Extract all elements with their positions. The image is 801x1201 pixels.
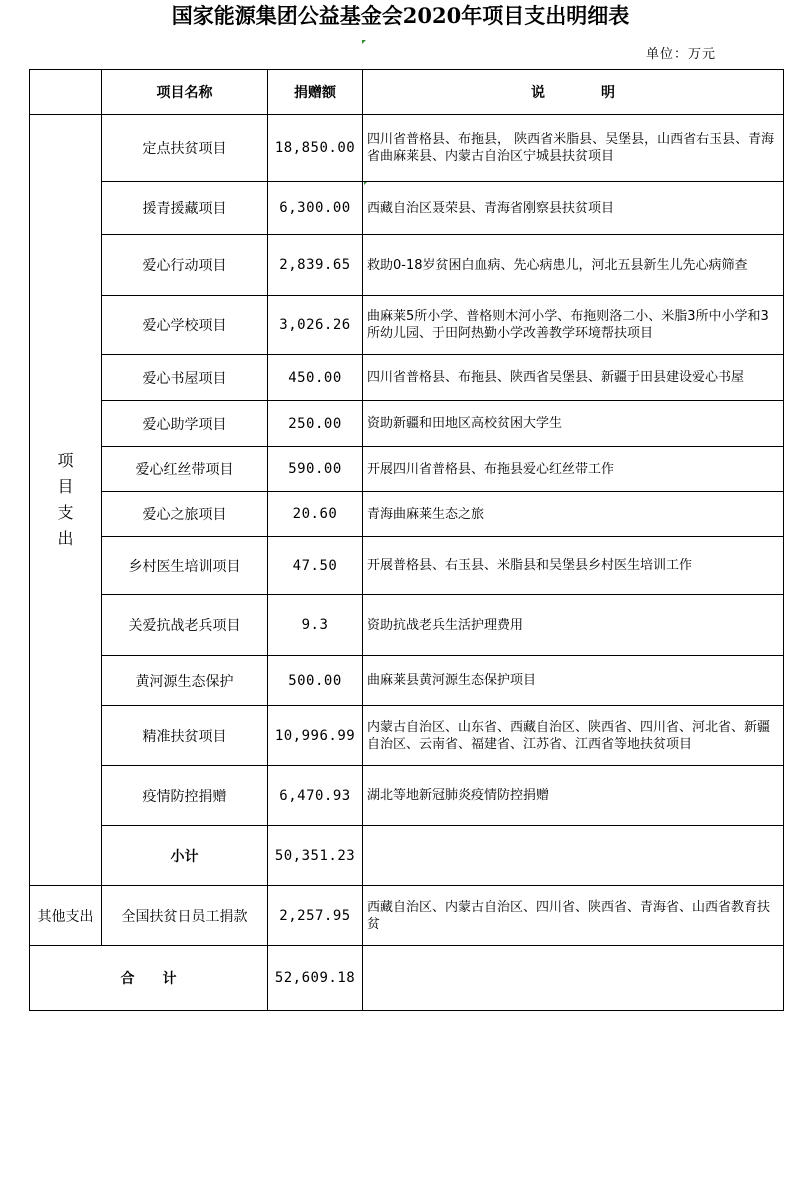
project-amount: 9.3	[268, 595, 363, 656]
project-name: 爱心书屋项目	[102, 355, 268, 401]
project-description: 救助0-18岁贫困白血病、先心病患儿，河北五县新生儿先心病筛查	[363, 235, 784, 296]
table-row	[30, 447, 784, 492]
project-name: 疫情防控捐赠	[102, 766, 268, 826]
project-amount: 450.00	[268, 355, 363, 401]
project-description: 资助抗战老兵生活护理费用	[363, 595, 784, 656]
project-name: 援青援藏项目	[102, 182, 268, 235]
other-project-name: 全国扶贫日员工捐款	[102, 886, 268, 946]
table-row	[30, 355, 784, 401]
project-description: 内蒙古自治区、山东省、西藏自治区、陕西省、四川省、河北省、新疆自治区、云南省、福建省、江苏省、江西省等地扶贫项目	[363, 706, 784, 766]
cell-comment-marker	[362, 40, 366, 44]
project-description: 湖北等地新冠肺炎疫情防控捐赠	[363, 766, 784, 826]
header-description: 说 明	[363, 70, 784, 115]
unit-label: 单位：万元	[646, 47, 717, 62]
total-description	[363, 946, 784, 1011]
other-project-amount: 2,257.95	[268, 886, 363, 946]
project-name: 爱心之旅项目	[102, 492, 268, 537]
project-amount: 6,300.00	[268, 182, 363, 235]
project-amount: 18,850.00	[268, 115, 363, 182]
table-row	[30, 492, 784, 537]
subtotal-description	[363, 826, 784, 886]
table-row	[30, 656, 784, 706]
total-label: 合 计	[30, 946, 268, 1011]
category-other-expense: 其他支出	[30, 886, 102, 946]
project-amount: 590.00	[268, 447, 363, 492]
project-name: 爱心学校项目	[102, 296, 268, 355]
subtotal-label: 小计	[102, 826, 268, 886]
subtotal-row	[30, 826, 784, 886]
total-row	[30, 946, 784, 1011]
project-description: 资助新疆和田地区高校贫困大学生	[363, 401, 784, 447]
project-name: 乡村医生培训项目	[102, 537, 268, 595]
project-description: 曲麻莱县黄河源生态保护项目	[363, 656, 784, 706]
table-row	[30, 296, 784, 355]
expense-table	[29, 69, 784, 1011]
other-project-description: 西藏自治区、内蒙古自治区、四川省、陕西省、青海省、山西省教育扶贫	[363, 886, 784, 946]
project-name: 定点扶贫项目	[102, 115, 268, 182]
project-amount: 250.00	[268, 401, 363, 447]
table-row	[30, 182, 784, 235]
table-row	[30, 706, 784, 766]
category-project-expense: 项 目 支 出	[30, 115, 102, 886]
table-row	[30, 401, 784, 447]
project-name: 爱心红丝带项目	[102, 447, 268, 492]
table-row	[30, 115, 784, 182]
project-description: 四川省普格县、布拖县， 陕西省米脂县、吴堡县，山西省右玉县、青海省曲麻莱县、内蒙古自治区宁城县扶贫项目	[363, 115, 784, 182]
page-title: 国家能源集团公益基金会2020年项目支出明细表	[171, 3, 630, 28]
project-name: 黄河源生态保护	[102, 656, 268, 706]
table-row	[30, 595, 784, 656]
project-amount: 3,026.26	[268, 296, 363, 355]
other-expense-row	[30, 886, 784, 946]
project-description: 开展四川省普格县、布拖县爱心红丝带工作	[363, 447, 784, 492]
project-description: 曲麻莱5所小学、普格则木河小学、布拖则洛二小、米脂3所中小学和3所幼儿园、于田阿热勤小学改善教学环境帮扶项目	[363, 296, 784, 355]
header-amount: 捐赠额	[268, 70, 363, 115]
project-description: 西藏自治区聂荣县、青海省刚察县扶贫项目	[363, 182, 784, 235]
project-amount: 10,996.99	[268, 706, 363, 766]
project-amount: 2,839.65	[268, 235, 363, 296]
project-amount: 20.60	[268, 492, 363, 537]
project-amount: 500.00	[268, 656, 363, 706]
table-row	[30, 537, 784, 595]
project-name: 爱心助学项目	[102, 401, 268, 447]
project-amount: 6,470.93	[268, 766, 363, 826]
table-header-row	[30, 70, 784, 115]
subtotal-amount: 50,351.23	[268, 826, 363, 886]
header-blank	[30, 70, 102, 115]
project-description: 四川省普格县、布拖县、陕西省吴堡县、新疆于田县建设爱心书屋	[363, 355, 784, 401]
project-amount: 47.50	[268, 537, 363, 595]
table-row	[30, 766, 784, 826]
total-amount: 52,609.18	[268, 946, 363, 1011]
header-project-name: 项目名称	[102, 70, 268, 115]
table-row	[30, 235, 784, 296]
project-name: 精准扶贫项目	[102, 706, 268, 766]
project-description: 青海曲麻莱生态之旅	[363, 492, 784, 537]
project-name: 关爱抗战老兵项目	[102, 595, 268, 656]
project-description: 开展普格县、右玉县、米脂县和吴堡县乡村医生培训工作	[363, 537, 784, 595]
project-name: 爱心行动项目	[102, 235, 268, 296]
